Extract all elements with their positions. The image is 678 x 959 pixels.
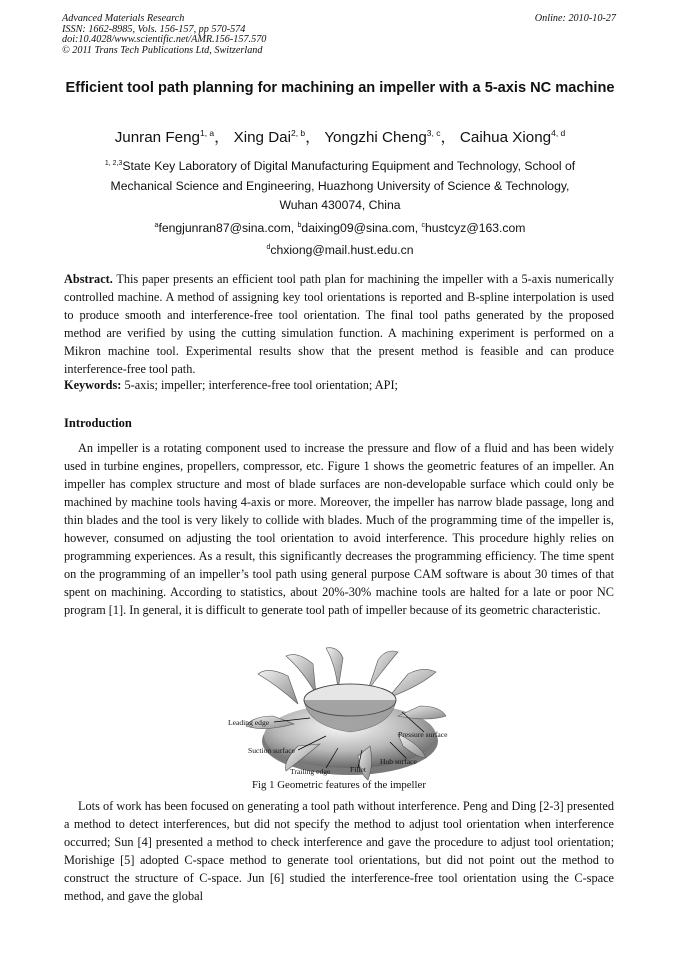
label-hub-surface: Hub surface <box>380 757 417 766</box>
doi-line: doi:10.4028/www.scientific.net/AMR.156-157.570 <box>62 34 267 46</box>
affiliation-line: Wuhan 430074, China <box>279 198 401 212</box>
author-list <box>62 126 618 147</box>
label-fillet: Fillet <box>350 765 367 774</box>
online-date: Online: 2010-10-27 <box>534 13 616 24</box>
label-trailing-edge: Trailing edge <box>290 767 331 776</box>
author: Junran Feng$^{1, a}$， <box>114 128 230 146</box>
abstract <box>64 270 614 378</box>
label-suction-surface: Suction surface <box>248 746 296 755</box>
issn-line: ISSN: 1662-8985, Vols. 156-157, pp 570-574 <box>62 23 246 35</box>
blade <box>398 706 446 719</box>
impeller-figure <box>228 646 458 784</box>
paragraph: An impeller is a rotating component used to increase the pressure and flow of a fluid and has been widely used in turbine engines, propellers, compressor, etc. Figure 1 shows the geometric features of an impeller. An impeller has complex structure and most of blade surfaces are non-developable surface which could only be machined by machine tools having 4-axis or more. Moreover, the impeller has narrow blade passage, long and thin blades and the tool is very likely to collide with blades. Much of the programming time of the impeller is, however, consumed on adjusting the tool orientation to avoid interference. This procedure highly relies on programming experiences. As a result, this significantly decreases the programming efficiency. The time spent on the programming of an impeller’s tool path using general purpose CAM software is about 30 times of that spent on machining. According to statistics, about 20%-30% machine tools are halted for a late or poor NC program [1]. In general, it is difficult to generate tool path of impeller because of its geometric characteristic. <box>64 441 614 617</box>
blade <box>368 651 398 690</box>
blade <box>258 670 298 704</box>
abstract-label: Abstract. <box>64 272 113 286</box>
paragraph: Lots of work has been focused on generating a tool path without interference. Peng and Ding [2-3] presented a method to detect interferences, but did not specify the method to adjust tool orientation when interference occurred; Sun [4] presented a method to check interference and gave the procedure to adjust tool orientation; Morishige [5] adopted C-space method to generate tool orientations, but did not point out the method to construct the structure of C-space. Jun [6] studied the interference-free tool orientation using the C-space method, and gave the global <box>64 799 614 903</box>
impeller-illustration <box>228 646 458 784</box>
blade <box>326 648 343 690</box>
copyright-line: © 2011 Trans Tech Publications Ltd, Switzerland <box>62 44 263 56</box>
author: Caihua Xiong$^{4, d}$ <box>459 128 566 146</box>
affiliation-block <box>62 154 618 261</box>
email-line: $^a$fengjunran87@sina.com, $^b$daixing09@sina.com, $^c$hustcyz@163.com <box>154 220 526 235</box>
keywords-text: 5-axis; impeller; interference-free tool orientation; API; <box>121 378 398 392</box>
abstract-text: This paper presents an efficient tool path plan for machining the impeller with a 5-axis numerically controlled machine. A method of assigning key tool orientations is reported and B-spline interpolation is used to produce smooth and interference-free tool orientation. The final tool paths generated by the proposed method are verified by using the cutting simulation function. A machining experiment is performed on a Mikron machine tool. Experimental results show that the present method is feasible and can produce interference-free tool path. <box>64 272 614 376</box>
keywords <box>64 376 614 394</box>
section-heading: Introduction <box>64 416 132 430</box>
affiliation-line: $^{1, 2,3}$State Key Laboratory of Digital Manufacturing Equipment and Technology, School of <box>104 159 576 173</box>
label-pressure-surface: Pressure surface <box>398 730 448 739</box>
keywords-label: Keywords: <box>64 378 122 392</box>
figure-caption: Fig 1 Geometric features of the impeller <box>252 779 426 791</box>
affiliation-line: Mechanical Science and Engineering, Huazhong University of Science & Technology, <box>110 178 570 193</box>
journal-name: Advanced Materials Research <box>62 13 185 24</box>
label-leading-edge: Leading edge <box>228 718 270 727</box>
email-line: $^d$chxiong@mail.hust.edu.cn <box>266 243 414 257</box>
author: Yongzhi Cheng$^{3, c}$， <box>324 128 456 146</box>
author: Xing Dai$^{2, b}$， <box>233 128 321 146</box>
blade <box>388 669 436 698</box>
journal-header <box>62 14 618 56</box>
paper-title: Efficient tool path planning for machining an impeller with a 5-axis NC machine <box>65 80 615 96</box>
